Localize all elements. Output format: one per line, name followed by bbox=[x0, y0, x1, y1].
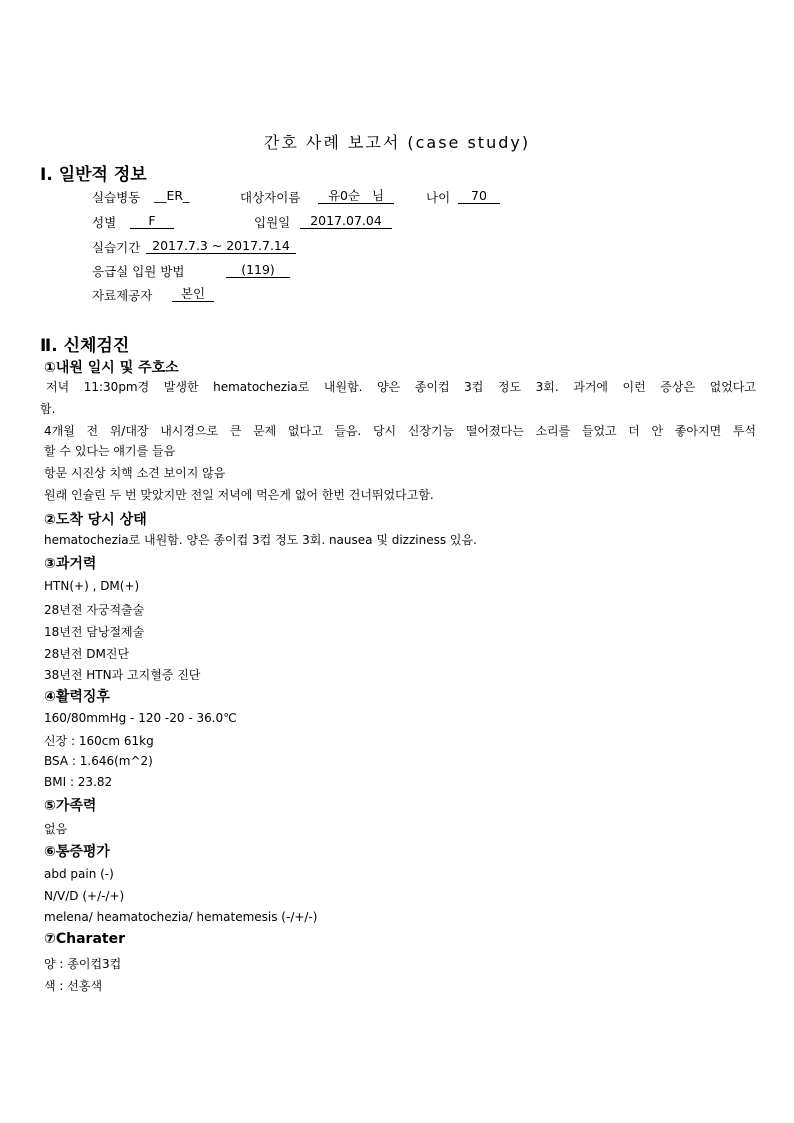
vitals-item: BMI : 23.82 bbox=[44, 775, 113, 789]
period-label: 실습기간 bbox=[92, 240, 141, 255]
pain-heading: ⑥통증평가 bbox=[44, 844, 110, 860]
provider-value-text: 본인 bbox=[172, 287, 214, 302]
er-admission-value-text: (119) bbox=[226, 263, 290, 278]
period-value-text: 2017.7.3 ~ 2017.7.14 bbox=[146, 239, 296, 254]
character-item: 양 : 종이컵3컵 bbox=[44, 957, 122, 971]
age-label: 나이 bbox=[426, 190, 451, 205]
pain-item: N/V/D (+/-/+) bbox=[44, 889, 125, 903]
admit-label: 입원일 bbox=[254, 215, 291, 230]
visit-line-2b: 할 수 있다는 얘기를 들음 bbox=[44, 444, 176, 458]
arrival-text: hematochezia로 내원함. 양은 종이컵 3컵 정도 3회. nausea 및 dizziness 있음. bbox=[44, 533, 477, 547]
sex-label: 성별 bbox=[92, 215, 117, 230]
character-heading: ⑦Charater bbox=[44, 931, 125, 947]
visit-line-3: 항문 시진상 치핵 소견 보이지 않음 bbox=[44, 466, 226, 480]
section-physical-exam-heading: Ⅱ. 신체검진 bbox=[40, 336, 130, 356]
visit-line-2: 4개월 전 위/대장 내시경으로 큰 문제 없다고 들음. 당시 신장기능 떨어졌다는 소리를 들었고 더 안 좋아지면 투석 bbox=[44, 424, 756, 438]
character-item: 색 : 선홍색 bbox=[44, 979, 103, 993]
sex-value bbox=[130, 213, 174, 229]
patient-value bbox=[318, 188, 394, 204]
visit-line-1b: 함. bbox=[40, 402, 56, 416]
pain-item: abd pain (-) bbox=[44, 867, 114, 881]
age-value bbox=[458, 188, 500, 204]
vitals-heading: ④활력징후 bbox=[44, 689, 110, 705]
history-heading: ③과거력 bbox=[44, 556, 97, 572]
history-item: 28년전 자궁적출술 bbox=[44, 603, 145, 617]
admit-value bbox=[300, 213, 392, 229]
history-item: HTN(+) , DM(+) bbox=[44, 579, 140, 593]
vitals-item: BSA : 1.646(m^2) bbox=[44, 754, 153, 768]
provider-value bbox=[172, 286, 214, 302]
sex-value-text: F bbox=[130, 214, 174, 229]
er-admission-label: 응급실 입원 방법 bbox=[92, 264, 185, 279]
ward-label: 실습병동 bbox=[92, 190, 141, 205]
pain-item: melena/ heamatochezia/ hematemesis (-/+/-) bbox=[44, 910, 318, 924]
document-title: 간호 사례 보고서 (case study) bbox=[263, 133, 531, 152]
visit-line-1: 저녁 11:30pm경 발생한 hematochezia로 내원함. 양은 종이컵 3컵 정도 3회. 과거에 이런 증상은 없었다고 bbox=[46, 380, 756, 394]
ward-value-text: ER bbox=[166, 188, 184, 203]
provider-label: 자료제공자 bbox=[92, 288, 153, 303]
patient-label: 대상자이름 bbox=[240, 190, 301, 205]
admit-value-text: 2017.07.04 bbox=[300, 214, 392, 229]
vitals-item: 신장 : 160cm 61kg bbox=[44, 734, 154, 748]
patient-suffix: 님 bbox=[371, 188, 385, 203]
history-item: 28년전 DM진단 bbox=[44, 647, 130, 661]
er-admission-value bbox=[226, 262, 290, 278]
visit-line-4: 원래 인슐린 두 번 맞았지만 전일 저녁에 먹은게 없어 한번 건너뛰었다고함. bbox=[44, 488, 434, 502]
history-item: 18년전 담낭절제술 bbox=[44, 625, 145, 639]
vitals-item: 160/80mmHg - 120 -20 - 36.0℃ bbox=[44, 711, 237, 725]
family-heading: ⑤가족력 bbox=[44, 798, 97, 814]
age-value-text: 70 bbox=[458, 189, 500, 204]
family-item: 없음 bbox=[44, 822, 68, 836]
period-value bbox=[146, 238, 296, 254]
ward-value: __ER_ bbox=[154, 188, 190, 203]
arrival-heading: ②도착 당시 상태 bbox=[44, 512, 147, 528]
visit-heading: ①내원 일시 및 주호소 bbox=[44, 360, 179, 376]
section-general-info-heading: Ⅰ. 일반적 정보 bbox=[40, 165, 147, 185]
history-item: 38년전 HTN과 고지혈증 진단 bbox=[44, 668, 201, 682]
patient-name: 유0순 bbox=[327, 188, 361, 203]
